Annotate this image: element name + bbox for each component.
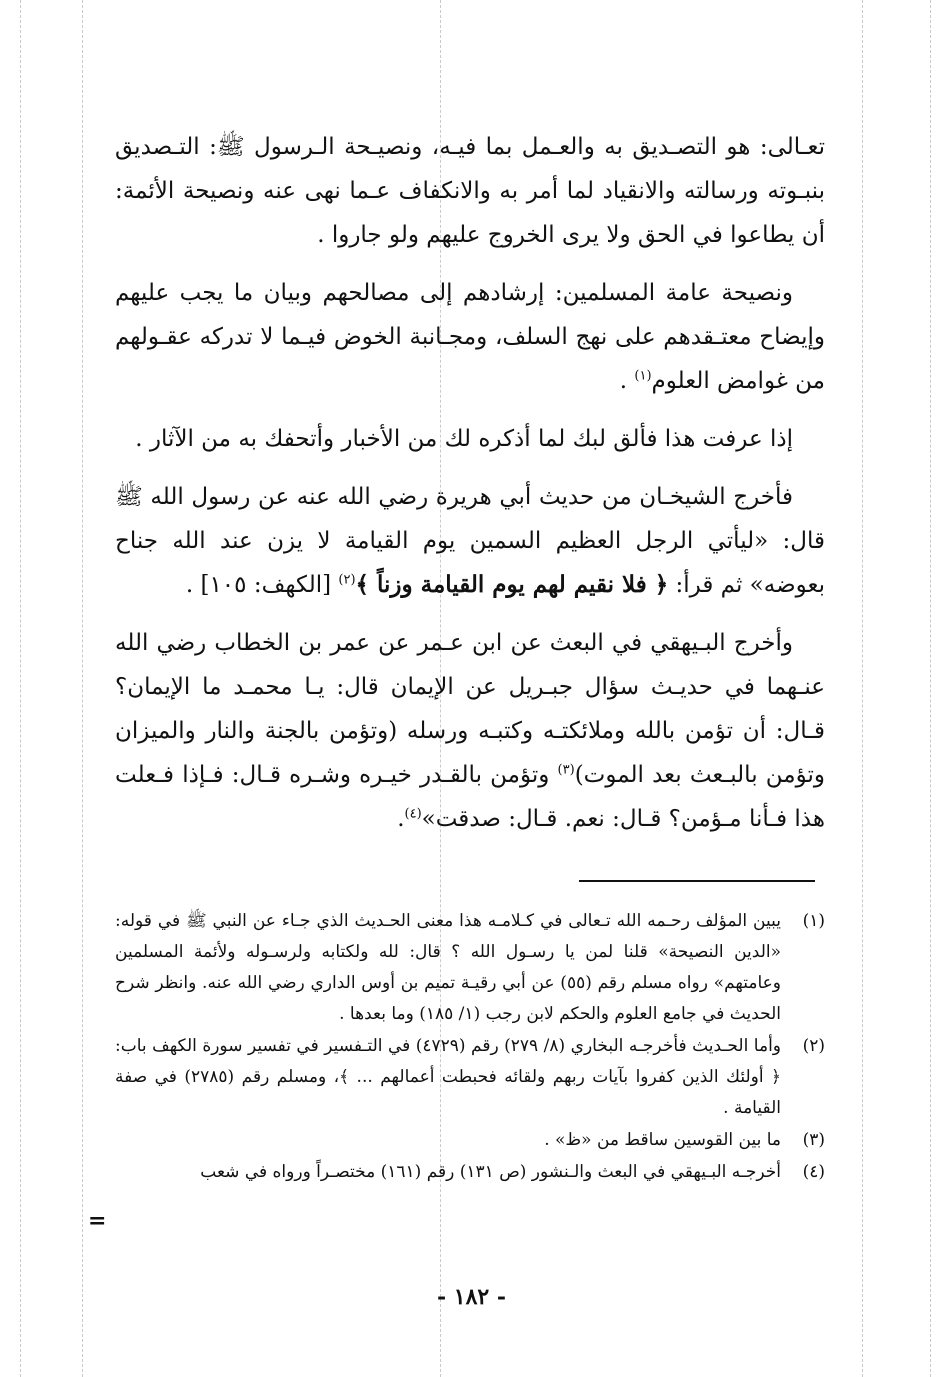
footnote-number: (١)	[802, 911, 825, 931]
footnote-ref-1[interactable]: (١)	[634, 368, 652, 384]
paragraph-3	[115, 417, 825, 461]
footnote-text: يبين المؤلف رحـمه الله تـعالى في كـلامـه هذا معنى الحـديث الذي جـاء عن النبي ﷺ في قوله: «الدين النصيحة» قلنا لمن يا رسـول الله ؟ قال: لله ولكتابه ولرسـوله ولأئمة المسلمين وعامتهم» رواه مسلم رقم (٥٥) عن أبي رقيـة تميم بن أوس الداري رضي الله عنه. وانظر شرح الحديث في جامع العلوم والحكم لابن رجب (١/ ١٨٥) وما بعدها .	[115, 911, 781, 1024]
paragraph-4	[115, 475, 825, 607]
page-number: - ١٨٢ -	[436, 1284, 507, 1310]
footnote-separator	[579, 880, 815, 882]
footnote-3	[115, 1125, 825, 1156]
footnote-4	[115, 1157, 825, 1188]
footnote-text: ما بين القوسين ساقط من «ظ» .	[544, 1130, 781, 1150]
footnotes	[115, 906, 825, 1189]
footnote-1	[115, 906, 825, 1030]
footnote-number: (٤)	[802, 1162, 825, 1182]
paragraph-4-citation: [الكهف: ١٠٥] .	[185, 572, 339, 598]
paragraph-5-text: وأخرج البـيهقي في البعث عن ابن عـمر عن عمر بن الخطاب رضي الله عنـهما في حديـث سؤال جبـريل عن الإيمان قال: يـا محمـد ما الإيمان؟ قـال: أن تؤمن بالله وملائكتـه وكتبـه ورسله (وتؤمن بالجنة والنار والميزان وتؤمن بالبـعث بعد الموت)	[115, 630, 825, 788]
scan-guide-line	[82, 0, 83, 1377]
paragraph-4-text: فأخرج الشيخـان من حديث أبي هريرة رضي الله عنه عن رسول الله ﷺ قال: «ليأتي الرجل العظيم السمين يوم القيامة لا يزن عند الله جناح بعوضه» ثم قرأ:	[115, 484, 825, 598]
footnote-ref-4[interactable]: (٤)	[404, 806, 422, 822]
footnote-2	[115, 1031, 825, 1124]
footnote-number: (٢)	[802, 1036, 825, 1056]
paragraph-2-end: .	[619, 368, 635, 394]
paragraph-2	[115, 271, 825, 403]
scan-guide-line	[862, 0, 863, 1377]
paragraph-2-text: ونصيحة عامة المسلمين: إرشادهم إلى مصالحهم وبيان ما يجب عليهم وإيضاح معتـقدهم على نهج السلف، ومجـانبة الخوض فيـما لا تدركه عقـولهم من غوامض العلوم	[115, 280, 825, 394]
scan-guide-line	[20, 0, 21, 1377]
continuation-mark: =	[88, 1208, 107, 1234]
quran-verse: ﴿ فلا نقيم لهم يوم القيامة وزناً ﴾	[355, 571, 669, 598]
paragraph-5-text-cont: وتؤمن بالقـدر خيـره وشـره قـال: فـإذا فـعلت هذا فـأنا مـؤمن؟ قـال: نعم. قـال: صدقت»	[115, 762, 825, 832]
main-text	[115, 125, 825, 855]
footnote-text: وأما الحـديث فأخرجـه البخاري (٨/ ٢٧٩) رقم (٤٧٢٩) في التـفسير في تفسير سورة الكهف باب: ﴿ أولئك الذين كفروا بآيات ربهم ولقائه فحبطت أعمالهم ... ﴾، ومسلم رقم (٢٧٨٥) في صفة القيامة .	[115, 1036, 782, 1118]
footnote-text: أخرجـه البـيهقي في البعث والـنشور (ص ١٣١) رقم (١٦١) مختصـراً ورواه في شعب	[200, 1162, 781, 1182]
paragraph-5-end: .	[397, 806, 405, 832]
footnote-ref-3[interactable]: (٣)	[557, 762, 575, 778]
footnote-ref-2[interactable]: (٢)	[338, 572, 356, 588]
paragraph-1-text: تعـالى: هو التصـديق به والعـمل بما فيـه، ونصيـحة الـرسول ﷺ: التـصديق بنبـوته ورسالته والانقياد لما أمر به والانكفاف عـما نهى عنه ونصيحة الأئمة: أن يطاعوا في الحق ولا يرى الخروج عليهم ولو جاروا .	[115, 134, 825, 248]
paragraph-5	[115, 621, 825, 841]
footnote-number: (٣)	[802, 1130, 825, 1150]
scan-guide-line	[930, 0, 931, 1377]
paragraph-1	[115, 125, 825, 257]
paragraph-3-text: إذا عرفت هذا فألق لبك لما أذكره لك من الأخبار وأتحفك به من الآثار .	[135, 426, 793, 452]
